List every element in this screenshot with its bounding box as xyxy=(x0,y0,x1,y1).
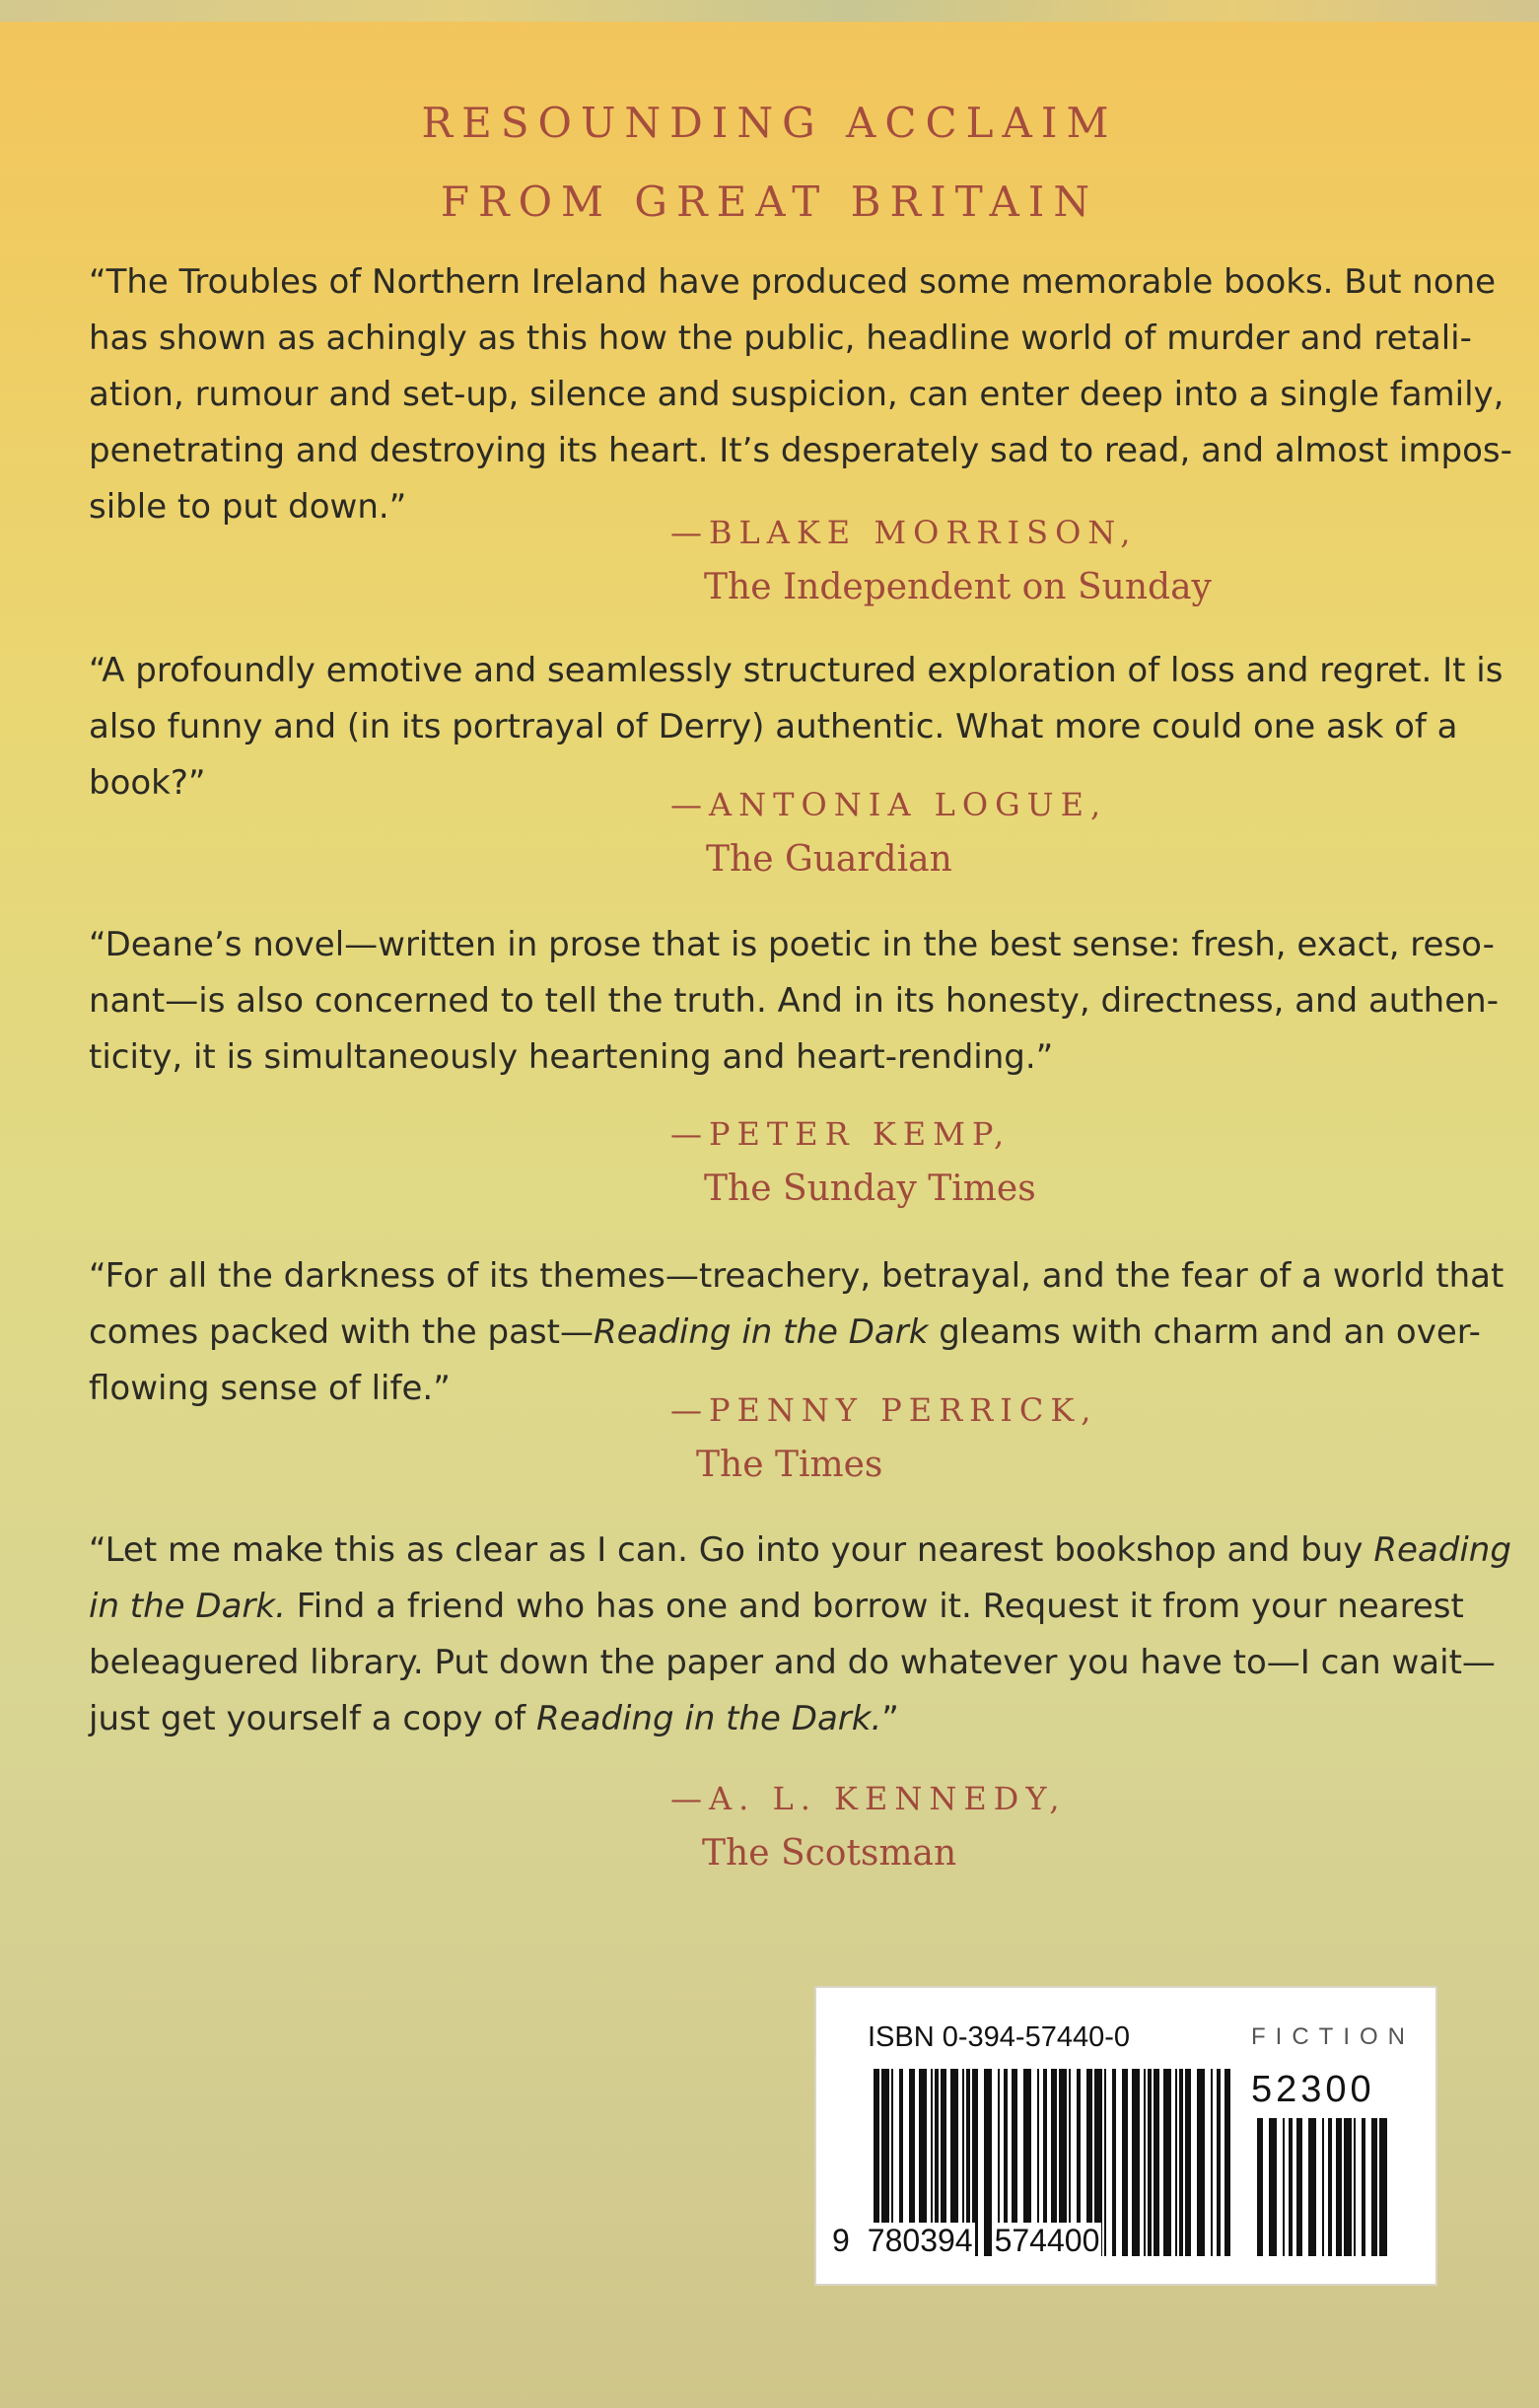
barcode-bar xyxy=(1122,2069,1128,2256)
review-5-line xyxy=(89,1691,1449,1747)
review-3-line: ticity, it is simultaneously heartening and heart-rending.” xyxy=(89,1037,1054,1077)
barcode-bar xyxy=(1132,2069,1140,2256)
barcode-bar xyxy=(1217,2069,1221,2256)
barcode-bar xyxy=(1344,2118,1352,2256)
review-5-text: ” xyxy=(881,1699,899,1738)
review-2-line: book?” xyxy=(89,763,206,803)
barcode-bar xyxy=(1322,2118,1324,2256)
reviewer-name: —PENNY PERRICK, xyxy=(670,1391,1098,1429)
book-title-italic: in the Dark. xyxy=(89,1587,286,1626)
reviewer-name: —A. L. KENNEDY, xyxy=(670,1780,1067,1817)
barcode-bar xyxy=(1257,2118,1263,2256)
barcode-bar xyxy=(1308,2118,1316,2256)
ean-first-digit: 9 xyxy=(832,2223,850,2258)
barcode-bar xyxy=(1211,2069,1213,2256)
publication-name: The Times xyxy=(696,1445,883,1485)
review-1-line: sible to put down.” xyxy=(89,487,407,527)
book-title-italic: Reading xyxy=(1373,1530,1511,1570)
review-quote-5 xyxy=(89,1523,1511,1747)
review-attribution-1 xyxy=(670,514,1212,607)
barcode-bar xyxy=(1296,2118,1302,2256)
heading-line-2: FROM GREAT BRITAIN xyxy=(440,177,1099,226)
review-quote-1 xyxy=(89,254,1512,535)
barcode-bar xyxy=(1185,2069,1191,2256)
ean-digit-group-2: 574400 xyxy=(994,2223,1100,2258)
review-attribution-3 xyxy=(670,1115,1036,1209)
book-title-italic: Reading in the Dark xyxy=(593,1312,929,1352)
book-title-italic: Reading in the Dark. xyxy=(536,1699,882,1738)
review-5-line xyxy=(89,1579,1464,1635)
barcode-bar xyxy=(1371,2118,1377,2256)
review-1-line: has shown as achingly as this how the public, headline world of murder and retali- xyxy=(89,319,1472,358)
review-4-line xyxy=(89,1305,1481,1361)
barcode-bar xyxy=(1269,2118,1277,2256)
barcode-box xyxy=(814,1986,1437,2286)
ean-digit-group-1: 780394 xyxy=(867,2223,973,2258)
barcode-bar xyxy=(1148,2069,1152,2256)
publication-name: The Independent on Sunday xyxy=(704,567,1212,607)
barcode-bar xyxy=(1379,2118,1387,2256)
publication-name: The Sunday Times xyxy=(704,1169,1036,1209)
review-4-text: gleams with charm and an over- xyxy=(928,1312,1481,1352)
barcode-bar xyxy=(1362,2118,1365,2256)
isbn-label: ISBN 0-394-57440-0 xyxy=(868,2021,1130,2053)
review-4-line: “For all the darkness of its themes—treachery, betrayal, and the fear of a world that xyxy=(89,1256,1504,1296)
barcode-bar xyxy=(1224,2069,1230,2256)
reviewer-name: —PETER KEMP, xyxy=(670,1115,1012,1153)
barcode-bar xyxy=(1154,2069,1159,2256)
review-5-line: beleaguered library. Put down the paper and do whatever you have to—I can wait— xyxy=(89,1643,1496,1682)
review-1-line: ation, rumour and set-up, silence and suspicion, can enter deep into a single family, xyxy=(89,375,1504,414)
review-attribution-2 xyxy=(670,786,1108,880)
barcode-bar xyxy=(1144,2069,1146,2256)
barcode-bar xyxy=(1197,2069,1205,2256)
ean-digits xyxy=(830,2223,1101,2259)
review-5-line xyxy=(89,1523,1511,1579)
review-3-line: “Deane’s novel—written in prose that is poetic in the best sense: fresh, exact, reso- xyxy=(89,925,1495,964)
barcode-bar xyxy=(1336,2118,1342,2256)
barcode-bar xyxy=(1104,2069,1106,2256)
reviewer-name: —BLAKE MORRISON, xyxy=(670,514,1138,551)
barcode-bar xyxy=(1354,2118,1356,2256)
barcode-bar xyxy=(1289,2118,1293,2256)
review-attribution-4 xyxy=(670,1391,1098,1485)
review-quote-3 xyxy=(89,917,1499,1086)
publication-name: The Guardian xyxy=(706,839,952,880)
barcode-bar xyxy=(1163,2069,1171,2256)
review-5-text: “Let me make this as clear as I can. Go into your nearest bookshop and buy xyxy=(89,1530,1374,1570)
review-5-text: Find a friend who has one and borrow it. Request it from your nearest xyxy=(285,1587,1464,1626)
top-decorative-strip xyxy=(0,0,1539,22)
barcode-bar xyxy=(1112,2069,1116,2256)
price-barcode-graphic xyxy=(1255,2118,1393,2256)
barcode-bar xyxy=(1328,2118,1332,2256)
heading-line-1: RESOUNDING ACCLAIM xyxy=(421,99,1118,147)
review-4-text: comes packed with the past— xyxy=(89,1312,594,1352)
price-code: 52300 xyxy=(1251,2069,1375,2110)
publication-name: The Scotsman xyxy=(702,1833,957,1874)
barcode-bar xyxy=(1179,2069,1183,2256)
review-1-line: “The Troubles of Northern Ireland have produced some memorable books. But none xyxy=(89,262,1497,302)
review-2-line: also funny and (in its portrayal of Derry) authentic. What more could one ask of a xyxy=(89,707,1458,746)
review-attribution-5 xyxy=(670,1780,1067,1874)
category-label: FICTION xyxy=(1251,2023,1415,2050)
review-2-line: “A profoundly emotive and seamlessly structured exploration of loss and regret. It is xyxy=(89,651,1504,690)
review-3-line: nant—is also concerned to tell the truth. And in its honesty, directness, and authen- xyxy=(89,981,1499,1021)
reviewer-name: —ANTONIA LOGUE, xyxy=(670,786,1108,823)
review-4-line: flowing sense of life.” xyxy=(89,1369,451,1408)
review-5-text: just get yourself a copy of xyxy=(89,1699,537,1738)
review-1-line: penetrating and destroying its heart. It’s desperately sad to read, and almost impos- xyxy=(89,431,1512,470)
barcode-bar xyxy=(1283,2118,1285,2256)
barcode-bar xyxy=(1175,2069,1177,2256)
